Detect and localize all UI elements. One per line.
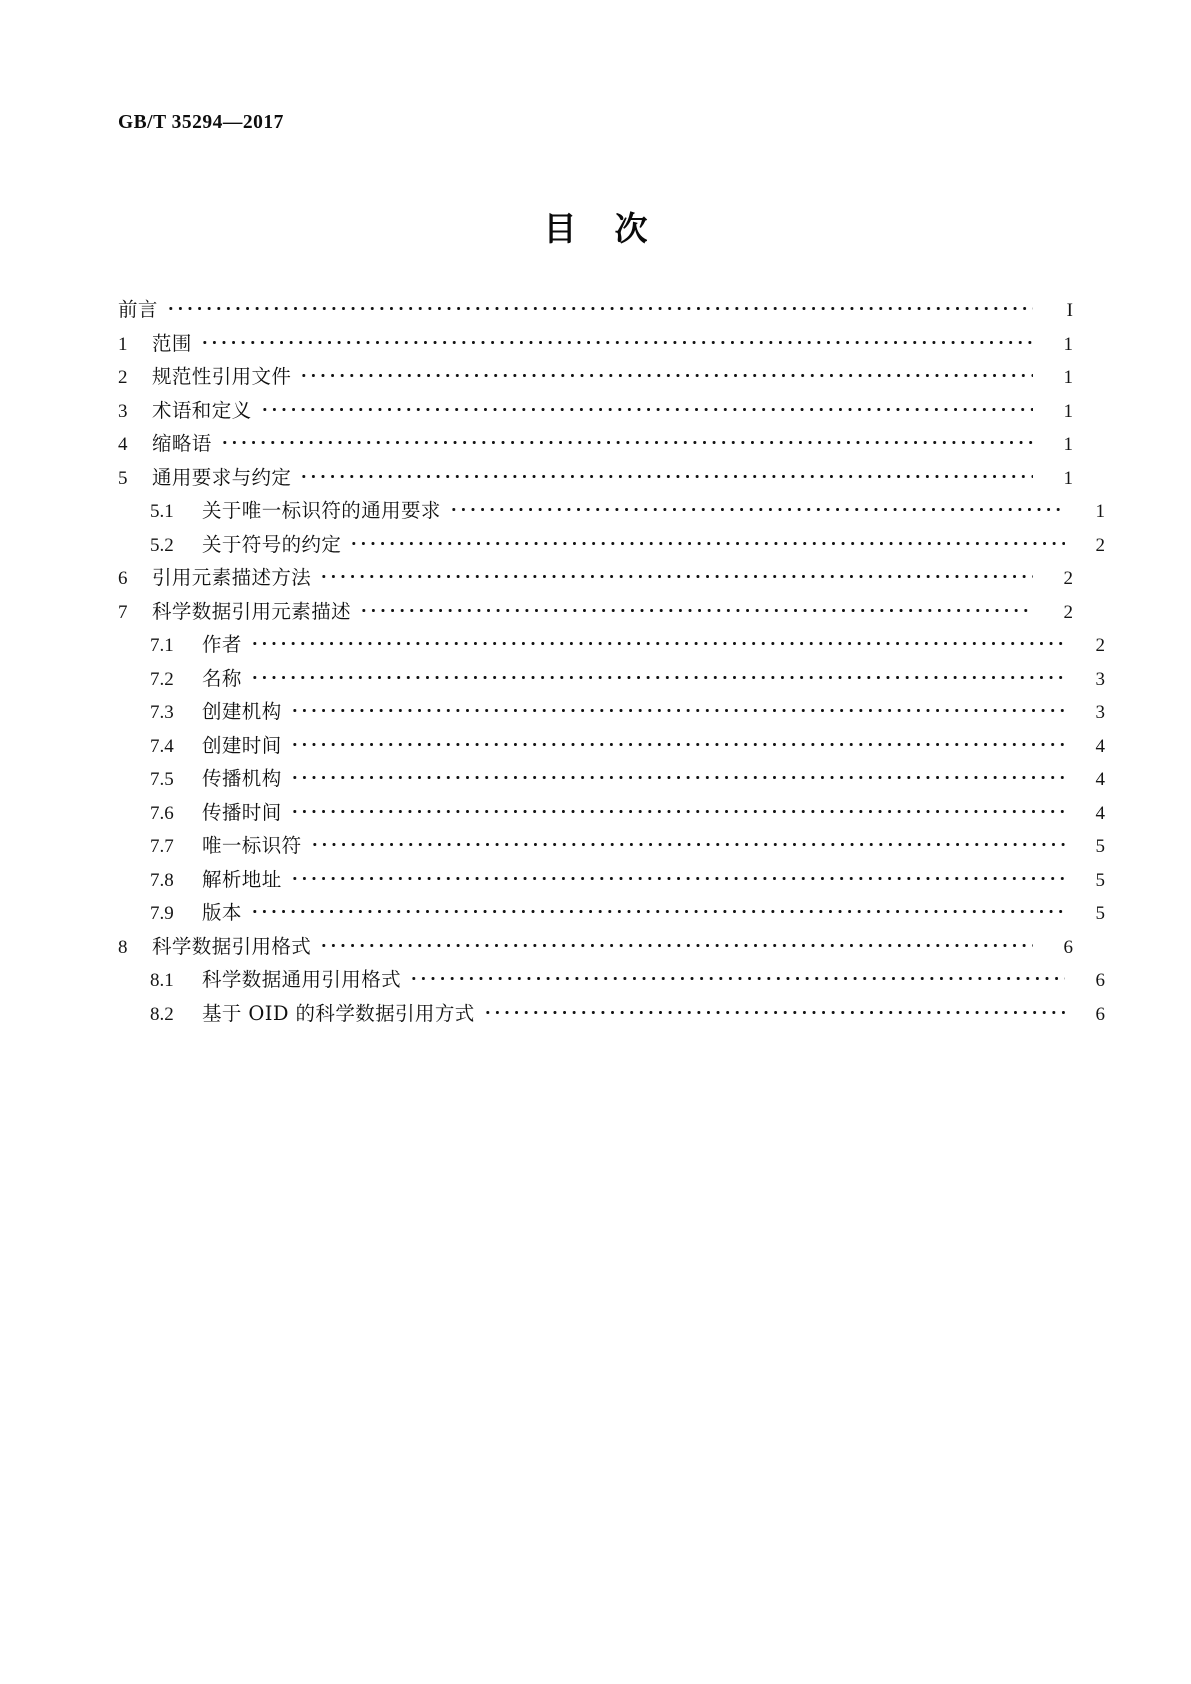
toc-entry-number: 3	[118, 400, 128, 422]
toc-entry-number: 7.5	[150, 769, 174, 790]
toc-dot-leader	[290, 799, 1065, 819]
page-title-char-2: 次	[614, 209, 648, 248]
document-header	[118, 112, 284, 134]
toc-dot-leader	[200, 330, 1033, 350]
toc-entry[interactable]	[118, 732, 1105, 766]
toc-entry-number: 5.1	[150, 501, 174, 522]
toc-entry[interactable]	[118, 330, 1073, 364]
toc-entry-label: 创建时间	[202, 733, 282, 757]
toc-entry-number: 7.6	[150, 802, 174, 824]
toc-entry[interactable]	[118, 933, 1073, 967]
toc-dot-leader	[220, 430, 1033, 450]
toc-entry-label: 科学数据引用元素描述	[152, 599, 352, 623]
toc-entry[interactable]	[118, 497, 1105, 531]
toc-entry-page-number: 1	[1063, 434, 1073, 455]
toc-entry-number: 8	[118, 936, 128, 958]
toc-dot-leader	[449, 497, 1065, 517]
toc-dot-leader	[359, 598, 1033, 618]
toc-dot-leader	[290, 866, 1065, 886]
toc-entry-number: 6	[118, 568, 128, 589]
toc-dot-leader	[319, 564, 1033, 584]
toc-entry-page-number: 2	[1063, 601, 1073, 623]
toc-entry-label: 基于 OID 的科学数据引用方式	[202, 1001, 475, 1025]
toc-entry-page-number: 1	[1095, 501, 1105, 522]
toc-entry-number: 7.1	[150, 635, 174, 656]
toc-entry-page-number: 5	[1095, 869, 1105, 891]
toc-entry-number: 7.2	[150, 668, 174, 690]
toc-entry-label: 传播机构	[202, 767, 282, 790]
toc-entry[interactable]	[118, 1000, 1105, 1034]
toc-entry-page-number: 1	[1063, 467, 1073, 489]
toc-entry-number: 8.1	[150, 970, 174, 991]
toc-dot-leader	[483, 1000, 1065, 1020]
toc-dot-leader	[290, 765, 1065, 785]
toc-entry-label: 关于唯一标识符的通用要求	[202, 499, 441, 522]
toc-entry-number: 2	[118, 367, 128, 388]
toc-entry[interactable]	[118, 832, 1105, 866]
toc-entry[interactable]	[118, 966, 1105, 1000]
toc-entry-number: 4	[118, 434, 128, 455]
toc-entry[interactable]	[118, 397, 1073, 431]
toc-entry-page-number: 6	[1095, 970, 1105, 991]
toc-entry[interactable]	[118, 598, 1073, 632]
toc-entry[interactable]	[118, 698, 1105, 732]
toc-dot-leader	[166, 296, 1033, 316]
toc-entry[interactable]	[118, 296, 1073, 330]
toc-entry-page-number: 4	[1095, 769, 1105, 790]
toc-entry-label: 创建机构	[202, 700, 282, 723]
toc-dot-leader	[310, 832, 1065, 852]
toc-entry-label: 规范性引用文件	[152, 365, 292, 388]
toc-entry[interactable]	[118, 631, 1105, 665]
toc-entry-page-number: I	[1066, 300, 1073, 321]
toc-entry[interactable]	[118, 564, 1073, 598]
toc-entry-page-number: 2	[1095, 534, 1105, 556]
toc-dot-leader	[299, 363, 1033, 383]
toc-entry-page-number: 1	[1063, 333, 1073, 355]
toc-entry[interactable]	[118, 531, 1105, 565]
toc-entry-page-number: 5	[1095, 903, 1105, 924]
table-of-contents	[118, 296, 1105, 1033]
toc-entry-page-number: 3	[1095, 702, 1105, 723]
toc-entry-label: 科学数据引用格式	[152, 934, 312, 958]
page-title-char-1: 目	[543, 209, 577, 248]
toc-entry-label: 唯一标识符	[202, 834, 302, 857]
toc-dot-leader	[349, 531, 1065, 551]
toc-dot-leader	[299, 464, 1033, 484]
toc-entry[interactable]	[118, 765, 1105, 799]
toc-dot-leader	[260, 397, 1033, 417]
toc-entry[interactable]	[118, 430, 1073, 464]
toc-entry-page-number: 1	[1063, 400, 1073, 422]
toc-entry-label: 术语和定义	[152, 398, 252, 422]
toc-entry[interactable]	[118, 866, 1105, 900]
toc-entry-number: 5	[118, 467, 128, 489]
toc-dot-leader	[290, 698, 1065, 718]
toc-dot-leader	[250, 899, 1065, 919]
toc-entry-page-number: 4	[1095, 802, 1105, 824]
toc-entry-number: 8.2	[150, 1003, 174, 1025]
toc-entry-page-number: 2	[1063, 568, 1073, 589]
toc-entry-label: 科学数据通用引用格式	[202, 968, 402, 991]
toc-dot-leader	[409, 966, 1065, 986]
toc-entry-label: 范围	[152, 331, 192, 355]
toc-entry-label: 关于符号的约定	[202, 532, 342, 556]
toc-entry-label: 名称	[202, 666, 242, 690]
toc-entry-label: 前言	[118, 298, 158, 321]
toc-entry-number: 7.8	[150, 869, 174, 891]
toc-entry-label: 作者	[202, 633, 242, 656]
toc-entry-page-number: 6	[1063, 936, 1073, 958]
toc-entry[interactable]	[118, 799, 1105, 833]
toc-dot-leader	[319, 933, 1033, 953]
toc-entry-page-number: 5	[1095, 836, 1105, 857]
toc-entry-number: 5.2	[150, 534, 174, 556]
toc-entry-number: 7	[118, 601, 128, 623]
toc-entry-number: 1	[118, 333, 128, 355]
toc-entry-label: 引用元素描述方法	[152, 566, 312, 589]
toc-entry-page-number: 3	[1095, 668, 1105, 690]
toc-entry-number: 7.9	[150, 903, 174, 924]
toc-entry-label: 通用要求与约定	[152, 465, 292, 489]
toc-dot-leader	[250, 631, 1065, 651]
toc-entry[interactable]	[118, 464, 1073, 498]
toc-entry-page-number: 2	[1095, 635, 1105, 656]
toc-dot-leader	[250, 665, 1065, 685]
toc-entry-page-number: 4	[1095, 735, 1105, 757]
toc-entry-label: 解析地址	[202, 867, 282, 891]
toc-entry[interactable]	[118, 665, 1105, 699]
toc-entry-label: 缩略语	[152, 432, 212, 455]
toc-entry-number: 7.7	[150, 836, 174, 857]
toc-entry-number: 7.3	[150, 702, 174, 723]
toc-entry-page-number: 1	[1063, 367, 1073, 388]
toc-entry-label: 传播时间	[202, 800, 282, 824]
toc-entry-label: 版本	[202, 901, 242, 924]
toc-entry[interactable]	[118, 363, 1073, 397]
toc-entry-page-number: 6	[1095, 1003, 1105, 1025]
standard-identifier: GB/T 35294—2017	[118, 112, 284, 133]
toc-dot-leader	[290, 732, 1065, 752]
toc-entry-number: 7.4	[150, 735, 174, 757]
toc-entry[interactable]	[118, 899, 1105, 933]
page-title	[0, 203, 1191, 250]
